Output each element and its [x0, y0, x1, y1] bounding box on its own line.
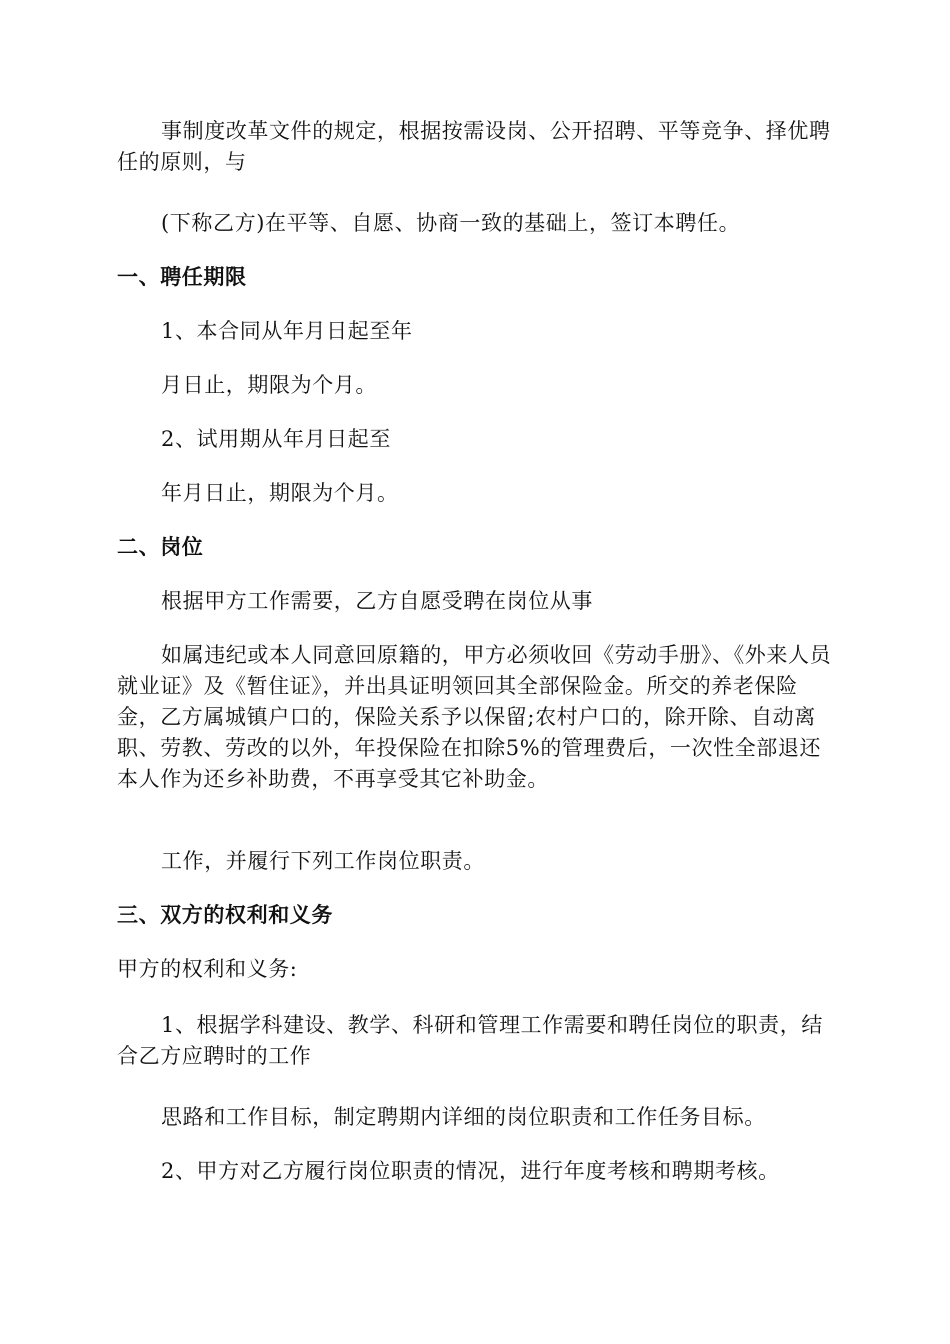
paragraph-rights-1: 1、根据学科建设、教学、科研和管理工作需要和聘任岗位的职责，结合乙方应聘时的工作 — [117, 1013, 823, 1068]
paragraph-party-a-rights: 甲方的权利和义务: — [117, 957, 298, 981]
paragraph-position: 根据甲方工作需要，乙方自愿受聘在岗位从事 — [161, 589, 593, 613]
paragraph-term-1-cont: 月日止，期限为个月。 — [161, 373, 377, 397]
section-heading-term: 一、聘任期限 — [117, 265, 247, 289]
paragraph-party-b: (下称乙方)在平等、自愿、协商一致的基础上，签订本聘任。 — [161, 211, 741, 235]
section-heading-position: 二、岗位 — [117, 535, 204, 559]
paragraph-rights-1-cont: 思路和工作目标，制定聘期内详细的岗位职责和工作任务目标。 — [161, 1105, 766, 1129]
paragraph-intro: 事制度改革文件的规定，根据按需设岗、公开招聘、平等竞争、择优聘任的原则，与 — [117, 119, 831, 174]
paragraph-insurance: 如属违纪或本人同意回原籍的，甲方必须收回《劳动手册》、《外来人员就业证》及《暂住证》，并出具证明领回其全部保险金。所交的养老保险金，乙方属城镇户口的，保险关系予以保留;农村户口的，除开除、自动离职、劳教、劳改的以外，年投保险在扣除5%的管理费后，一次性全部退还本人作为还乡补助费，不再享受其它补助金。 — [117, 643, 832, 791]
paragraph-term-1: 1、本合同从年月日起至年 — [161, 319, 413, 343]
paragraph-duties: 工作，并履行下列工作岗位职责。 — [161, 849, 485, 873]
paragraph-term-2-cont: 年月日止，期限为个月。 — [161, 481, 399, 505]
paragraph-rights-2: 2、甲方对乙方履行岗位职责的情况，进行年度考核和聘期考核。 — [161, 1159, 780, 1183]
paragraph-term-2: 2、试用期从年月日起至 — [161, 427, 391, 451]
section-heading-rights: 三、双方的权利和义务 — [117, 903, 333, 927]
